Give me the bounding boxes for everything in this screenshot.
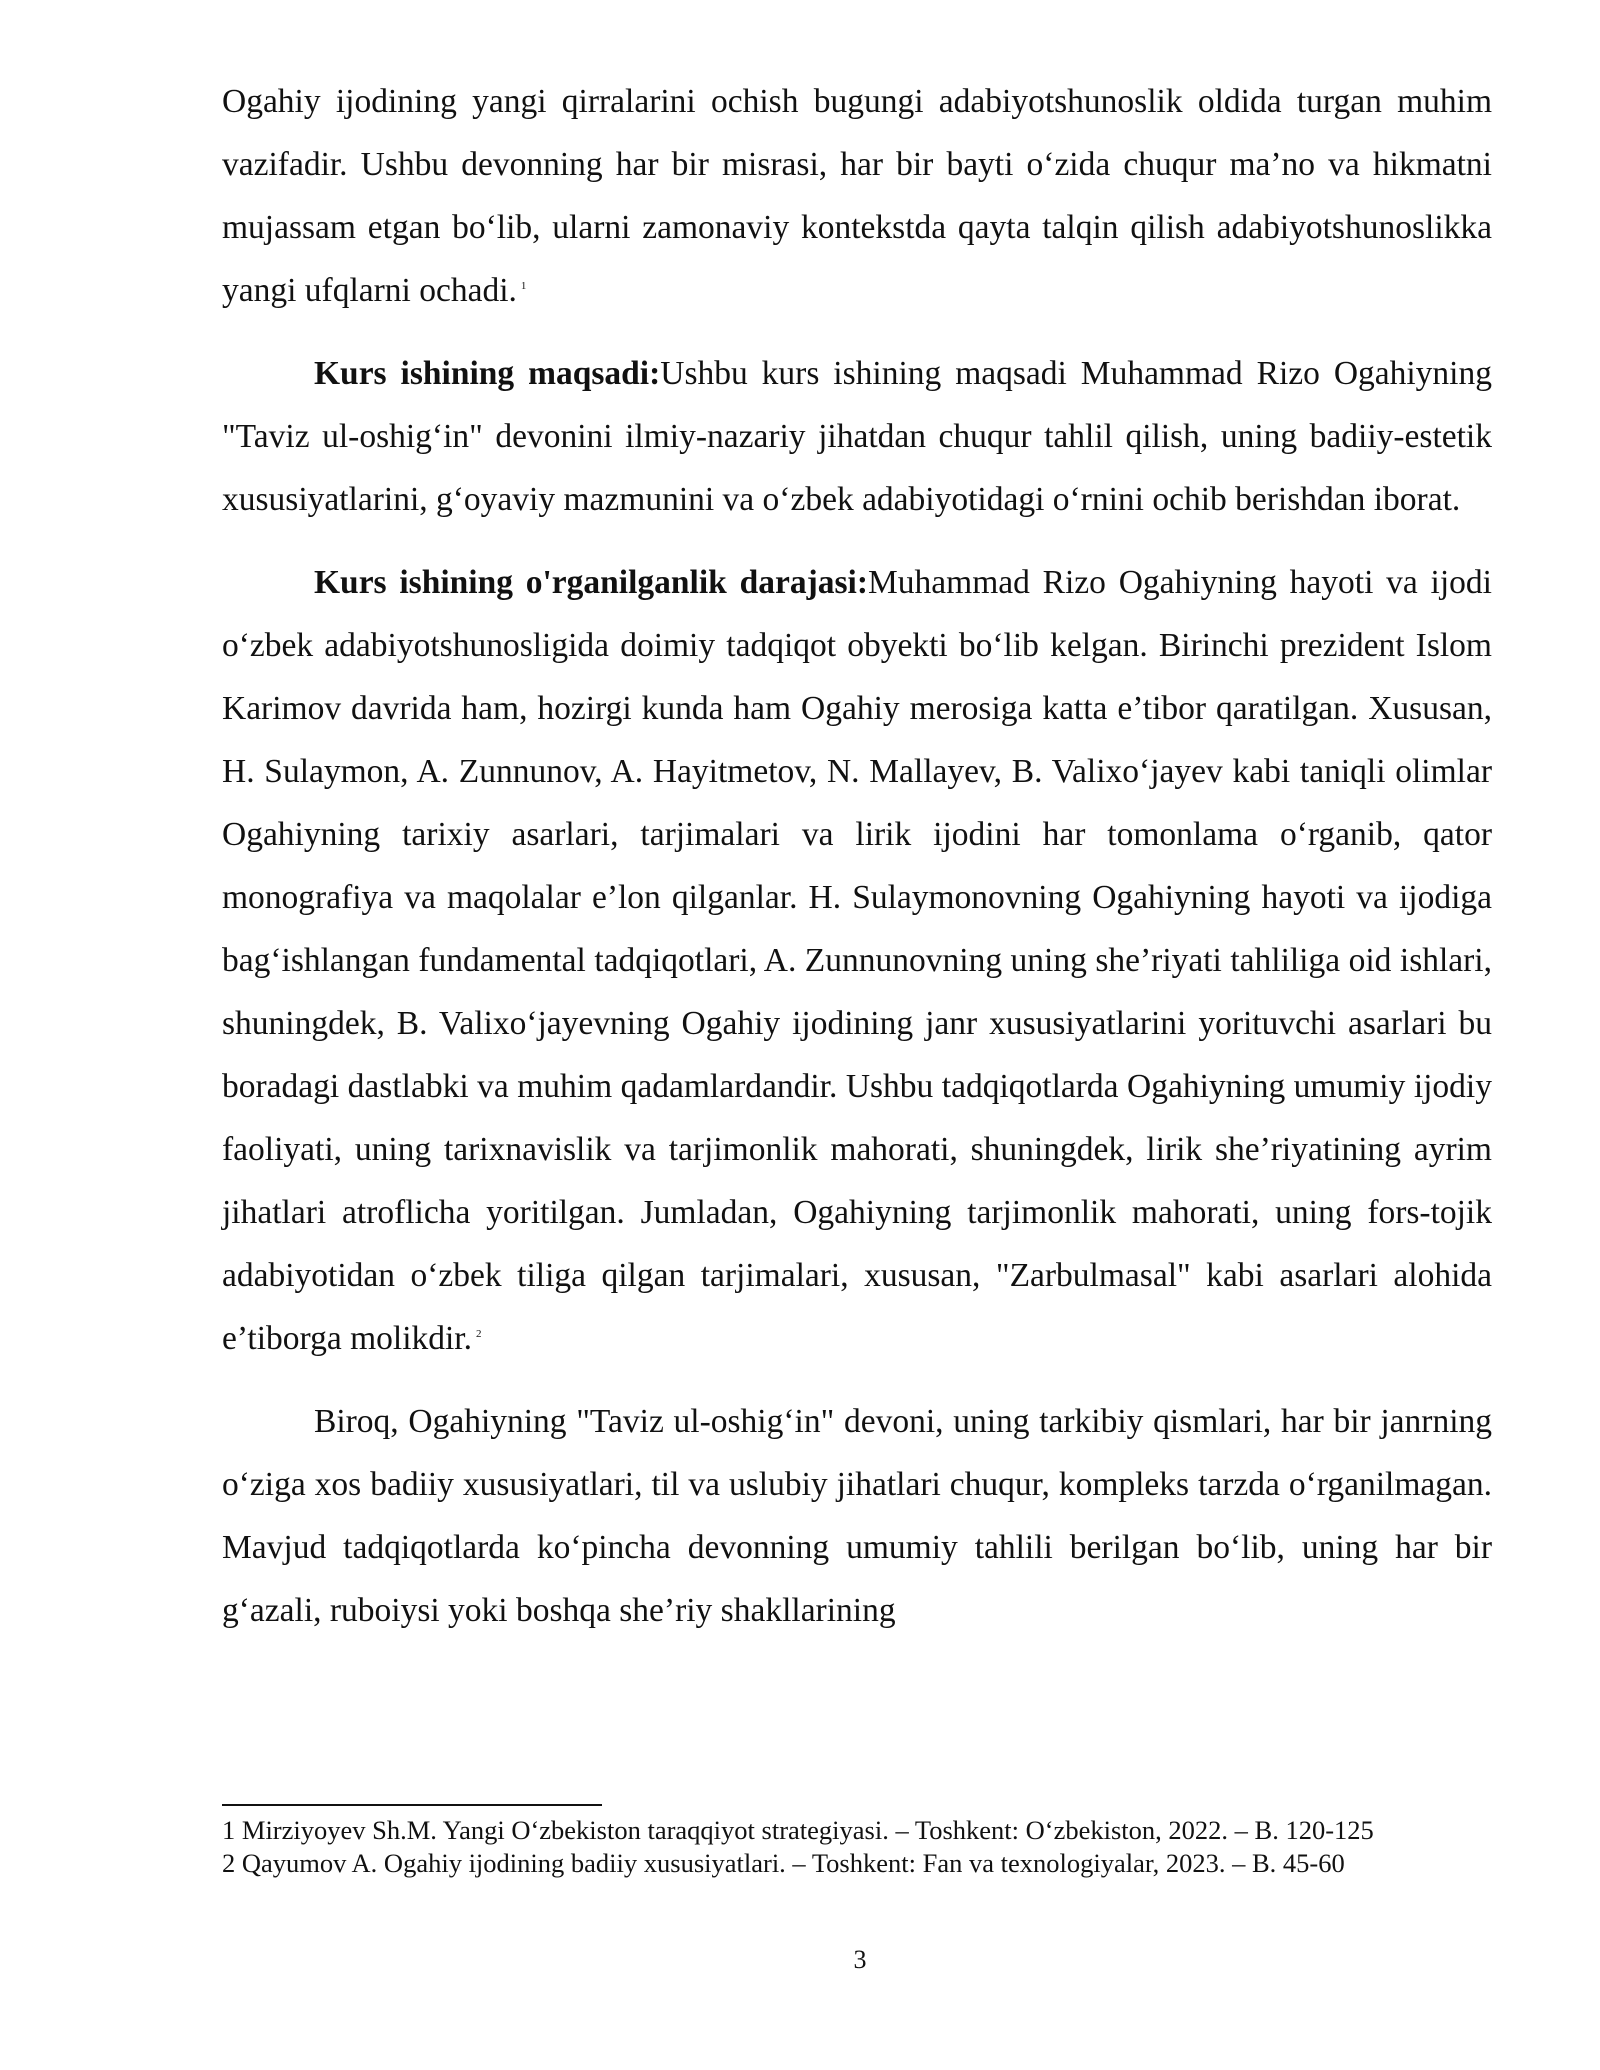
paragraph-study-level [222, 551, 1492, 1370]
footnote-2-number: 2 [222, 1848, 236, 1878]
paragraph-aim [222, 342, 1492, 531]
footnote-1-number: 1 [222, 1815, 236, 1845]
study-level-heading: Kurs ishining o'rganilganlik darajasi: [314, 564, 868, 601]
footnote-1 [222, 1814, 1522, 1847]
paragraph-intro-text: Ogahiy ijodining yangi qirralarini ochish bugungi adabiyotshunoslik oldida turgan muhim vazifadir. Ushbu devonning har bir misrasi, har bir bayti o‘zida chuqur ma’no va hikmatni mujassam etgan bo‘lib, ularni zamonaviy kontekstda qayta talqin qilish adabiyotshunoslikka yangi ufqlarni ochadi. [222, 83, 1492, 309]
footnote-ref-1[interactable]: 1 [520, 280, 527, 292]
aim-heading: Kurs ishining maqsadi: [314, 355, 661, 392]
aim-text: Ushbu kurs ishining maqsadi Muhammad Rizo Ogahiyning "Taviz ul-oshig‘in" devonini ilmiy-nazariy jihatdan chuqur tahlil qilish, uning badiiy-estetik xususiyatlarini, g‘oyaviy mazmunini va o‘zbek adabiyotidagi o‘rnini ochib berishdan iborat. [222, 355, 1492, 518]
footnote-ref-2[interactable]: 2 [476, 1328, 482, 1340]
footnote-2 [222, 1847, 1522, 1880]
footnote-2-text: Qayumov A. Ogahiy ijodining badiiy xususiyatlari. – Toshkent: Fan va texnologiyalar, 2023. – B. 45-60 [241, 1848, 1345, 1878]
footnote-1-text: Mirziyoyev Sh.M. Yangi O‘zbekiston taraqqiyot strategiyasi. – Toshkent: O‘zbekiston, 2022. – B. 120-125 [241, 1815, 1374, 1845]
however-text: Biroq, Ogahiyning "Taviz ul-oshig‘in" devoni, uning tarkibiy qismlari, har bir janrning o‘ziga xos badiiy xususiyatlari, til va uslubiy jihatlari chuqur, kompleks tarzda o‘rganilmagan. Mavjud tadqiqotlarda ko‘pincha devonning umumiy tahlili berilgan bo‘lib, uning har bir g‘azali, ruboiysi yoki boshqa she’riy shakllarining [222, 1403, 1492, 1629]
study-level-text: Muhammad Rizo Ogahiyning hayoti va ijodi o‘zbek adabiyotshunosligida doimiy tadqiqot obyekti bo‘lib kelgan. Birinchi prezident Islom Karimov davrida ham, hozirgi kunda ham Ogahiy merosiga katta e’tibor qaratilgan. Xususan, H. Sulaymon, A. Zunnunov, A. Hayitmetov, N. Mallayev, B. Valixo‘jayev kabi taniqli olimlar Ogahiyning tarixiy asarlari, tarjimalari va lirik ijodini har tomonlama o‘rganib, qator monografiya va maqolalar e’lon qilganlar. H. Sulaymonovning Ogahiyning hayoti va ijodiga bag‘ishlangan fundamental tadqiqotlari, A. Zunnunovning uning she’riyati tahliliga oid ishlari, shuningdek, B. Valixo‘jayevning Ogahiy ijodining janr xususiyatlarini yorituvchi asarlari bu boradagi dastlabki va muhim qadamlardandir. Ushbu tadqiqotlarda Ogahiyning umumiy ijodiy faoliyati, uning tarixnavislik va tarjimonlik mahorati, shuningdek, lirik she’riyatining ayrim jihatlari atroflicha yoritilgan. Jumladan, Ogahiyning tarjimonlik mahorati, uning fors-tojik adabiyotidan o‘zbek tiliga qilgan tarjimalari, xususan, "Zarbulmasal" kabi asarlari alohida e’tiborga molikdir. [222, 564, 1492, 1357]
page-body [222, 70, 1492, 1642]
paragraph-intro [222, 70, 1492, 322]
paragraph-however [222, 1390, 1492, 1642]
footnotes [222, 1814, 1522, 1880]
footnote-separator [222, 1804, 602, 1806]
page-number: 3 [853, 1945, 867, 1974]
